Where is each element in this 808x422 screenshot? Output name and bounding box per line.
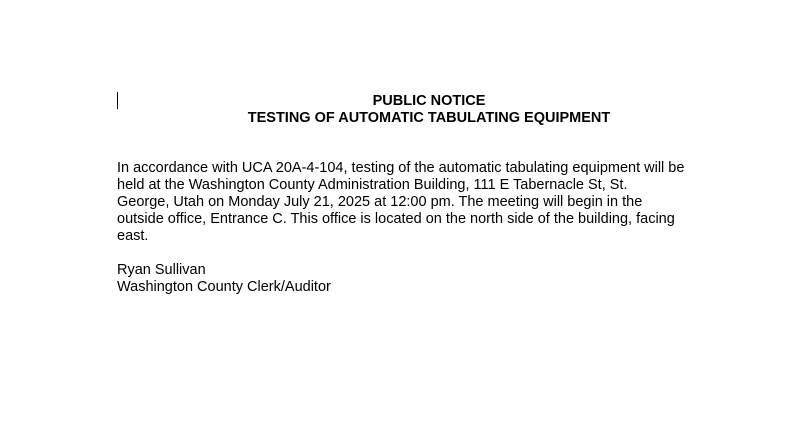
signer-title: Washington County Clerk/Auditor xyxy=(117,279,331,295)
body-line: outside office, Entrance C. This office is located on the north side of the building, facing xyxy=(117,211,675,227)
body-line: east. xyxy=(117,228,149,244)
notice-body xyxy=(117,160,707,245)
signature-block xyxy=(117,262,331,296)
body-line: In accordance with UCA 20A-4-104, testing of the automatic tabulating equipment will be xyxy=(117,160,685,176)
body-line: held at the Washington County Administration Building, 111 E Tabernacle St, St. xyxy=(117,177,628,193)
notice-subtitle: TESTING OF AUTOMATIC TABULATING EQUIPMENT xyxy=(247,110,611,126)
notice-title: PUBLIC NOTICE xyxy=(372,93,486,109)
signer-name: Ryan Sullivan xyxy=(117,262,206,278)
body-line: George, Utah on Monday July 21, 2025 at 12:00 pm. The meeting will begin in the xyxy=(117,194,643,210)
